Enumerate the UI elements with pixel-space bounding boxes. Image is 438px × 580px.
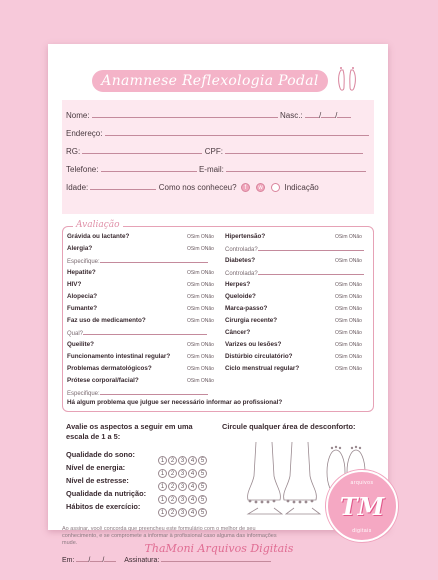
opt-cancer[interactable]: OSim ONão bbox=[335, 330, 362, 336]
opt-queilite[interactable]: OSim ONão bbox=[187, 342, 214, 348]
assinatura-field[interactable] bbox=[161, 554, 271, 562]
opt-cirurgia[interactable]: OSim ONão bbox=[335, 318, 362, 324]
q-medicamento: Faz uso de medicamento? bbox=[67, 317, 146, 324]
rg-field[interactable] bbox=[82, 146, 202, 154]
nasc-label: Nasc.: bbox=[280, 111, 303, 120]
spec-protese: Especifique: bbox=[67, 389, 208, 397]
q-cirurgia: Cirurgia recente? bbox=[225, 317, 278, 324]
idade-label: Idade: bbox=[66, 183, 89, 192]
date-day-field[interactable] bbox=[76, 554, 88, 562]
opt-hepatite[interactable]: OSim ONão bbox=[187, 270, 214, 276]
nasc-year-field[interactable] bbox=[337, 110, 351, 118]
rate-label-nutricao: Qualidade da nutrição: bbox=[66, 489, 147, 498]
opt-gravida[interactable]: OSim ONão bbox=[187, 234, 214, 240]
q-alopecia: Alopecia? bbox=[67, 293, 98, 300]
opt-alopecia[interactable]: OSim ONão bbox=[187, 294, 214, 300]
form-title: Anamnese Reflexologia Podal bbox=[101, 73, 319, 89]
rg-label: RG: bbox=[66, 147, 81, 156]
opt-fumante[interactable]: OSim ONão bbox=[187, 306, 214, 312]
opt-queloide[interactable]: OSim ONão bbox=[335, 294, 362, 300]
rate-label-estresse: Nível de estresse: bbox=[66, 476, 129, 485]
avaliacao-box bbox=[62, 220, 374, 412]
desconforto-title: Circule qualquer área de desconforto: bbox=[222, 422, 356, 431]
spec-alergia: Especifique: bbox=[67, 257, 208, 265]
personal-info-section bbox=[62, 100, 374, 214]
q-protese: Prótese corporal/facial? bbox=[67, 377, 139, 384]
spec-qual: Qual? bbox=[67, 329, 207, 337]
assinatura-label: Assinatura: bbox=[124, 557, 160, 564]
opt-medicamento[interactable]: OSim ONão bbox=[187, 318, 214, 324]
rating-energia[interactable]: 1 2 3 4 5 bbox=[158, 462, 208, 480]
endereco-field[interactable] bbox=[105, 128, 369, 136]
signature-row: Em: / / Assinatura: bbox=[62, 554, 271, 564]
telefone-label: Telefone: bbox=[66, 165, 99, 174]
rate-label-energia: Nível de energia: bbox=[66, 463, 126, 472]
q-alergia: Alergia? bbox=[67, 245, 93, 252]
endereco-label: Endereço: bbox=[66, 129, 103, 138]
brand-caption: ThaMoni Arquivos Digitais bbox=[144, 542, 294, 555]
row-idade bbox=[66, 182, 319, 192]
brand-logo-stamp bbox=[326, 470, 398, 542]
em-label: Em: bbox=[62, 557, 75, 564]
title-banner bbox=[92, 70, 328, 92]
opt-diabetes[interactable]: OSim ONão bbox=[335, 258, 362, 264]
q-diabetes: Diabetes? bbox=[225, 257, 256, 264]
q-hepatite: Hepatite? bbox=[67, 269, 96, 276]
q-informar: Há algum problema que julgue ser necessário informar ao profissional? bbox=[67, 399, 283, 406]
q-marcapasso: Marca-passo? bbox=[225, 305, 268, 312]
row-rg-cpf bbox=[66, 146, 363, 156]
rate-label-sono: Qualidade do sono: bbox=[66, 450, 135, 459]
opt-intestinal[interactable]: OSim ONão bbox=[187, 354, 214, 360]
q-gravida: Grávida ou lactante? bbox=[67, 233, 130, 240]
rate-label-exercicio: Hábitos de exercício: bbox=[66, 502, 141, 511]
indicacao-radio[interactable] bbox=[271, 183, 280, 192]
q-varizes: Varizes ou lesões? bbox=[225, 341, 282, 348]
q-queilite: Queilite? bbox=[67, 341, 94, 348]
nome-label: Nome: bbox=[66, 111, 90, 120]
q-hipertensao: Hipertensão? bbox=[225, 233, 266, 240]
opt-dermatologicos[interactable]: OSim ONão bbox=[187, 366, 214, 372]
stamp-logo-text: TM bbox=[339, 492, 385, 521]
q-dermatologicos: Problemas dermatológicos? bbox=[67, 365, 152, 372]
idade-field[interactable] bbox=[90, 182, 156, 190]
q-herpes: Herpes? bbox=[225, 281, 251, 288]
consent-text: Ao assinar, você concorda que preencheu este formulário com o melhor de seu conhecimento, e se compromete a informar à profissional caso alguma das informações mude. bbox=[62, 526, 277, 546]
telefone-field[interactable] bbox=[101, 164, 197, 172]
nasc-month-field[interactable] bbox=[321, 110, 335, 118]
email-field[interactable] bbox=[226, 164, 366, 172]
opt-protese[interactable]: OSim ONão bbox=[187, 378, 214, 384]
opt-hiv[interactable]: OSim ONão bbox=[187, 282, 214, 288]
email-label: E-mail: bbox=[198, 165, 224, 174]
opt-hipertensao[interactable]: OSim ONão bbox=[335, 234, 362, 240]
spec-diabetes: Controlada? bbox=[225, 269, 364, 277]
q-cancer: Câncer? bbox=[225, 329, 251, 336]
opt-circulatorio[interactable]: OSim ONão bbox=[335, 354, 362, 360]
opt-alergia[interactable]: OSim ONão bbox=[187, 246, 214, 252]
escala-title: Avalie os aspectos a seguir em uma escala de 1 a 5: bbox=[66, 422, 193, 441]
nome-field[interactable] bbox=[92, 110, 278, 118]
stamp-bottom-text: digitais bbox=[352, 528, 372, 534]
opt-ciclo[interactable]: OSim ONão bbox=[335, 366, 362, 372]
q-intestinal: Funcionamento intestinal regular? bbox=[67, 353, 171, 360]
cpf-label: CPF: bbox=[204, 147, 223, 156]
stamp-top-text: arquivos bbox=[350, 480, 374, 486]
rating-nutricao[interactable]: 1 2 3 4 5 bbox=[158, 488, 208, 506]
q-hiv: HIV? bbox=[67, 281, 82, 288]
row-telefone-email bbox=[66, 164, 366, 174]
instagram-icon[interactable]: f bbox=[241, 183, 250, 192]
q-fumante: Fumante? bbox=[67, 305, 98, 312]
nasc-day-field[interactable] bbox=[305, 110, 319, 118]
opt-varizes[interactable]: OSim ONão bbox=[335, 342, 362, 348]
opt-marcapasso[interactable]: OSim ONão bbox=[335, 306, 362, 312]
como-label: Como nos conheceu? bbox=[158, 183, 237, 192]
avaliacao-title: Avaliação bbox=[73, 220, 123, 230]
row-nome: Nome: Nasc.: / / bbox=[66, 110, 351, 120]
date-month-field[interactable] bbox=[90, 554, 102, 562]
rating-estresse[interactable]: 1 2 3 4 5 bbox=[158, 475, 208, 493]
spec-hipertensao: Controlada? bbox=[225, 245, 364, 253]
q-ciclo: Ciclo menstrual regular? bbox=[225, 365, 300, 372]
indicacao-label: Indicação bbox=[284, 183, 319, 192]
q-queloide: Queloide? bbox=[225, 293, 256, 300]
rating-sono[interactable]: 1 2 3 4 5 bbox=[158, 449, 208, 467]
row-endereco bbox=[66, 128, 369, 138]
date-year-field[interactable] bbox=[104, 554, 116, 562]
opt-herpes[interactable]: OSim ONão bbox=[335, 282, 362, 288]
q-circulatorio: Distúrbio circulatório? bbox=[225, 353, 293, 360]
whatsapp-icon[interactable]: w bbox=[256, 183, 265, 192]
cpf-field[interactable] bbox=[225, 146, 363, 154]
feet-icon bbox=[336, 66, 358, 92]
rating-exercicio[interactable]: 1 2 3 4 5 bbox=[158, 501, 208, 519]
